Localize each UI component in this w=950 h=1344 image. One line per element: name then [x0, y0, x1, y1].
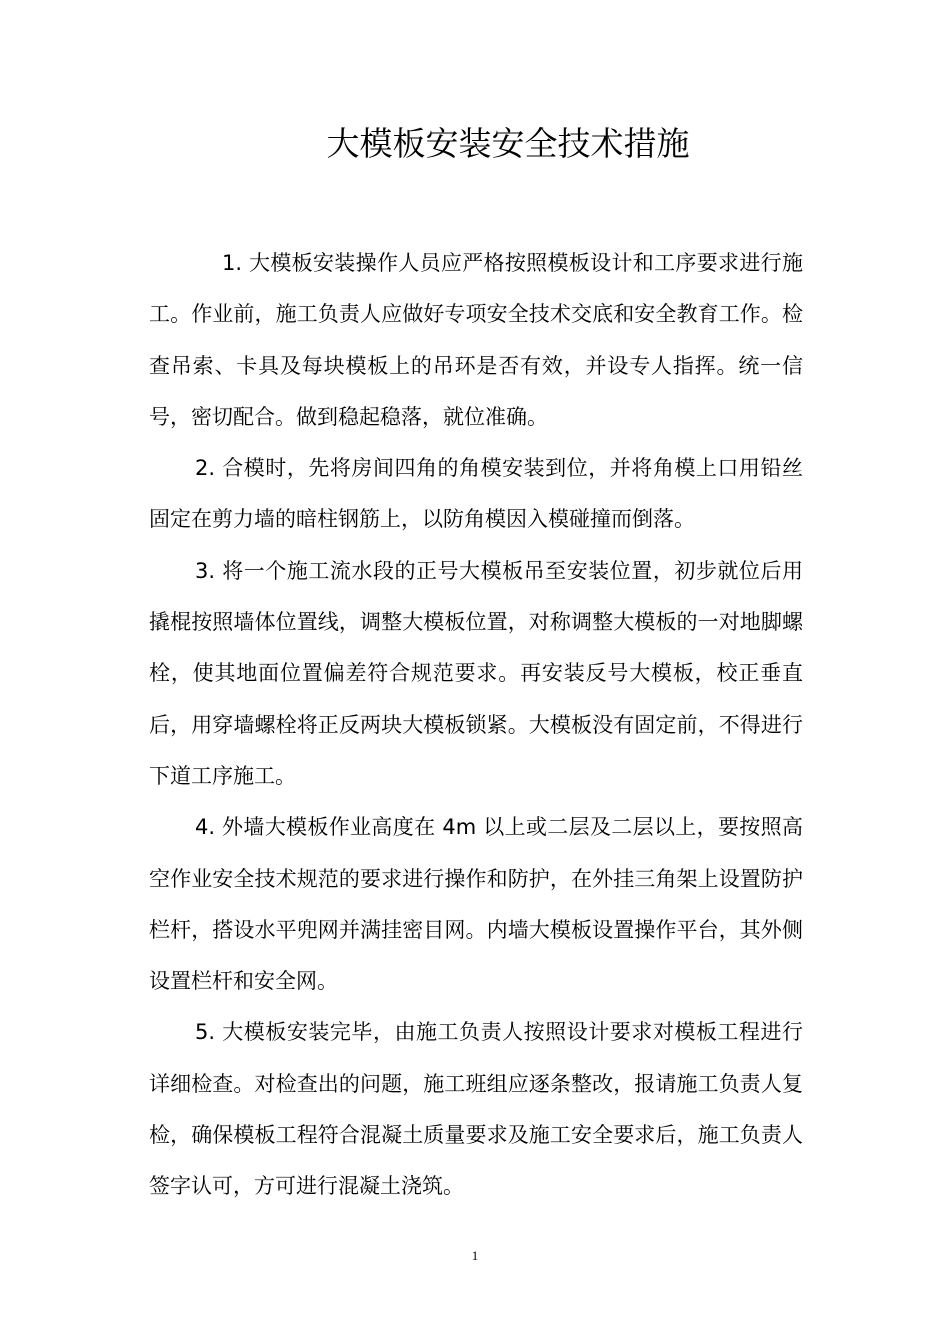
- document-body: [149, 238, 803, 1213]
- paragraph-2: 2. 合模时，先将房间四角的角模安装到位，并将角模上口用铅丝固定在剪力墙的暗柱钢筋上，以防角模因入模碰撞而倒落。: [149, 456, 803, 532]
- page-number: 1: [471, 1248, 479, 1263]
- document-title: 大模板安装安全技术措施: [326, 124, 690, 163]
- paragraph-1: 1. 大模板安装操作人员应严格按照模板设计和工序要求进行施工。作业前，施工负责人应做好专项安全技术交底和安全教育工作。检查吊索、卡具及每块模板上的吊环是否有效，并设专人指挥。统一信号，密切配合。做到稳起稳落，就位准确。: [149, 251, 803, 429]
- paragraph-3: 3. 将一个施工流水段的正号大模板吊至安装位置，初步就位后用撬棍按照墙体位置线，调整大模板位置，对称调整大模板的一对地脚螺栓，使其地面位置偏差符合规范要求。再安装反号大模板，校正垂直后，用穿墙螺栓将正反两块大模板锁紧。大模板没有固定前，不得进行下道工序施工。: [149, 558, 803, 788]
- paragraph-5: 5. 大模板安装完毕，由施工负责人按照设计要求对模板工程进行详细检查。对检查出的问题，施工班组应逐条整改，报请施工负责人复检，确保模板工程符合混凝土质量要求及施工安全要求后，施工负责人签字认可，方可进行混凝土浇筑。: [149, 1020, 803, 1199]
- paragraph-4: 4. 外墙大模板作业高度在 4m 以上或二层及二层以上，要按照高空作业安全技术规范的要求进行操作和防护，在外挂三角架上设置防护栏杆，搭设水平兜网并满挂密目网。内墙大模板设置操作平台，其外侧设置栏杆和安全网。: [149, 815, 803, 994]
